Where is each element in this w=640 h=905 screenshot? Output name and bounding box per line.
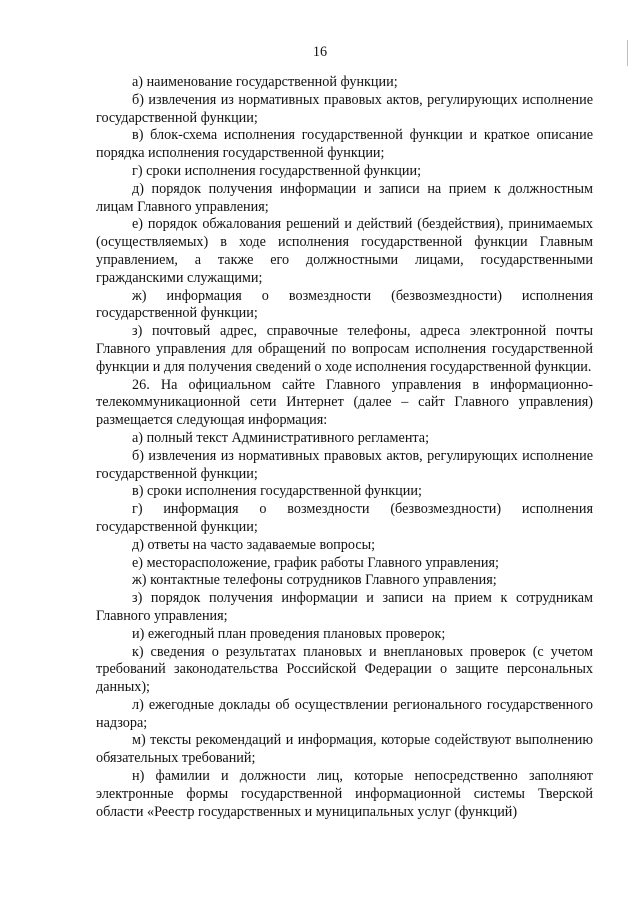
website-item-m-recommendations: м) тексты рекомендаций и информация, которые содействуют выполнению обязательных требований; (96, 732, 593, 767)
website-item-n-responsible-persons: н) фамилии и должности лиц, которые непосредственно заполняют электронные формы государственной информационной системы Тверской области «Реестр государственных и муниципальных услуг (функций) (96, 768, 593, 820)
website-item-v-deadlines: в) сроки исполнения государственной функции; (132, 483, 422, 500)
website-item-d-faq: д) ответы на часто задаваемые вопросы; (132, 536, 376, 553)
website-item-g-fee-information: г) информация о возмездности (безвозмездности) исполнения государственной функции; (96, 501, 593, 535)
website-item-l-annual-reports: л) ежегодные доклады об осуществлении регионального государственного надзора; (96, 696, 593, 731)
paragraph-d-appointment-order: д) порядок получения информации и записи на прием к должностным лицам Главного управления; (96, 180, 593, 215)
paragraph-e-appeal-order: е) порядок обжалования решений и действий (бездействия), принимаемых (осуществляемых) в ходе исполнения государственной функции Главным управлением, а также его должностными лицами, государственными гражданскими служащими; (96, 216, 593, 286)
website-item-a-full-text: а) полный текст Административного регламента; (132, 429, 430, 446)
paragraph-26-website-information: 26. На официальном сайте Главного управления в информационно-телекоммуникационной сети Интернет (далее – сайт Главного управления) размещается следующая информация: (96, 376, 593, 429)
website-item-i-inspection-plan: и) ежегодный план проведения плановых проверок; (132, 625, 446, 642)
website-item-zh-contact-phones: ж) контактные телефоны сотрудников Главного управления; (132, 572, 497, 589)
website-item-k-inspection-results: к) сведения о результатах плановых и внеплановых проверок (с учетом требований законодательства Российской Федерации о защите персональных данных); (96, 643, 593, 696)
paragraph-zh-fee-information: ж) информация о возмездности (безвозмездности) исполнения государственной функции; (96, 287, 593, 322)
paragraph-v-flowchart: в) блок-схема исполнения государственной функции и краткое описание порядка исполнения государственной функции; (96, 127, 593, 162)
website-item-z-appointment-order: з) порядок получения информации и записи на прием к сотрудникам Главного управления; (96, 590, 593, 624)
website-item-b-regulatory-extracts: б) извлечения из нормативных правовых актов, регулирующих исполнение государственной функции; (96, 447, 593, 482)
paragraph-z-contact-details: з) почтовый адрес, справочные телефоны, адреса электронной почты Главного управления для обращений по вопросам исполнения государственной функции и для получения сведений о ходе исполнения государственной функции. (96, 323, 593, 375)
document-body (96, 74, 593, 821)
scan-edge-mark (627, 40, 628, 66)
page-number: 16 (312, 44, 328, 60)
website-item-e-location-schedule: е) месторасположение, график работы Главного управления; (132, 554, 499, 571)
paragraph-g-deadlines: г) сроки исполнения государственной функции; (132, 162, 422, 179)
paragraph-b-regulatory-extracts: б) извлечения из нормативных правовых актов, регулирующих исполнение государственной функции; (96, 91, 593, 126)
paragraph-a-function-name: а) наименование государственной функции; (132, 74, 398, 90)
